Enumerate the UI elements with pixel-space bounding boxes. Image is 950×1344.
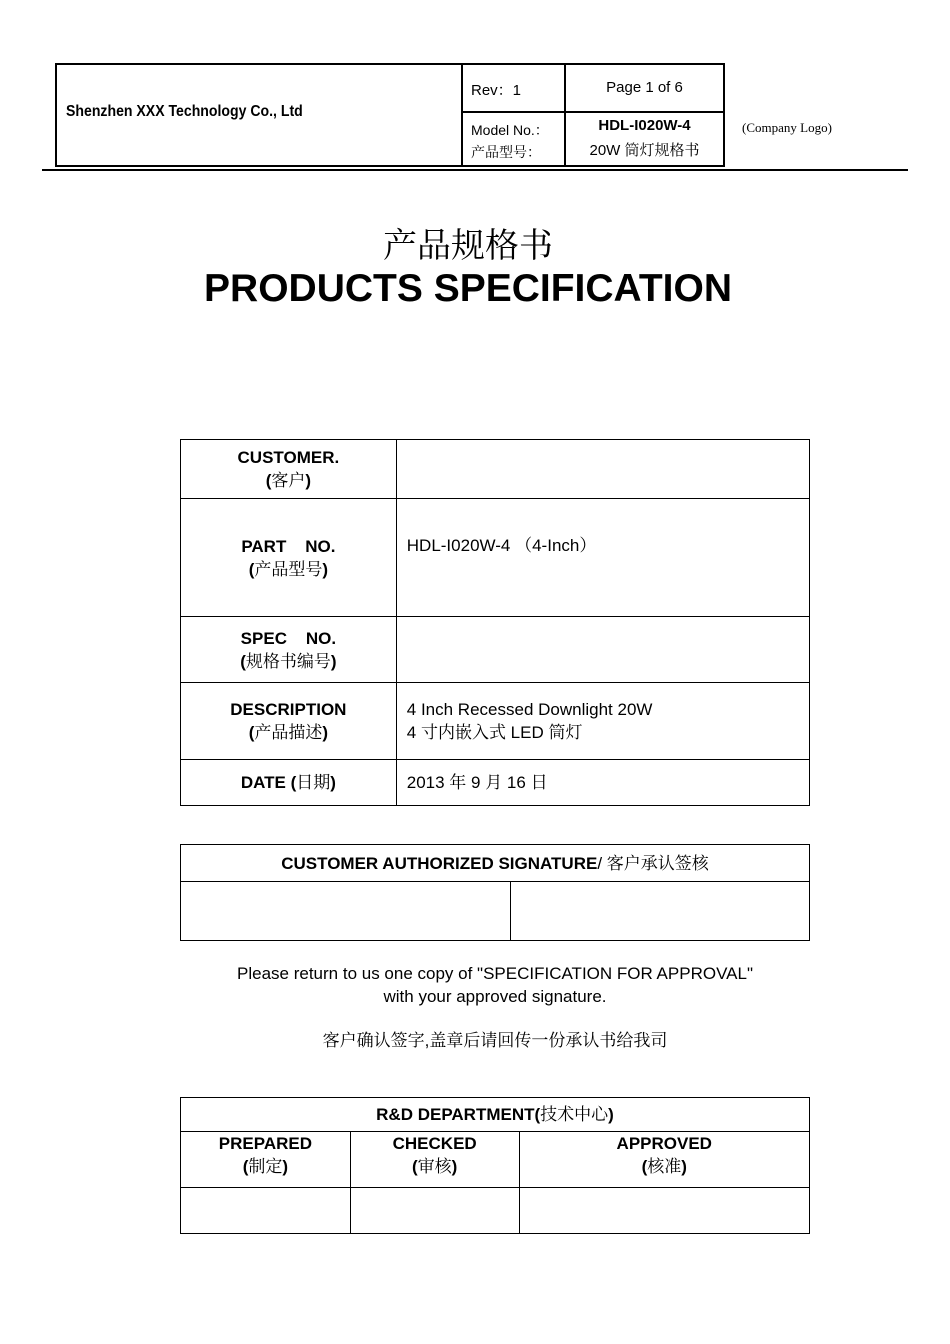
instruction-line-cn: 客户确认签字,盖章后请回传一份承认书给我司 [322, 1031, 668, 1050]
company-logo-placeholder: (Company Logo) [742, 120, 832, 135]
spec-no-value [396, 617, 809, 683]
instruction-line: with your approved signature. [383, 987, 607, 1006]
description-value: 4 Inch Recessed Downlight 20W 4 寸内嵌入式 LED 筒灯 [396, 683, 809, 760]
document-title-cn: 产品规格书 [383, 226, 553, 266]
table-row [181, 882, 810, 941]
approved-signature-cell[interactable] [519, 1188, 809, 1234]
signature-cell[interactable] [181, 882, 511, 941]
approved-header: APPROVED (核准) [519, 1132, 809, 1188]
signature-title: CUSTOMER AUTHORIZED SIGNATURE/ 客户承认签核 [181, 845, 810, 882]
part-no-label: PART NO. (产品型号) [181, 499, 397, 617]
document-title-en: PRODUCTS SPECIFICATION [204, 267, 732, 310]
prepared-signature-cell[interactable] [181, 1188, 351, 1234]
table-row [181, 1188, 810, 1234]
table-row [181, 617, 810, 683]
revision-label: Rev：1 [471, 82, 522, 99]
description-label: DESCRIPTION (产品描述) [181, 683, 397, 760]
header-divider [461, 111, 725, 113]
header-divider [461, 65, 463, 165]
table-row [181, 683, 810, 760]
model-label-en: Model No.： [471, 122, 549, 138]
model-description: 20W 筒灯规格书 [589, 142, 700, 159]
signature-cell[interactable] [511, 882, 810, 941]
customer-signature-table [180, 844, 810, 941]
table-row [181, 440, 810, 499]
table-row [181, 760, 810, 806]
model-label-cn: 产品型号： [471, 144, 541, 160]
checked-signature-cell[interactable] [350, 1188, 519, 1234]
model-number: HDL-I020W-4 [598, 117, 691, 134]
date-label: DATE (日期) [181, 760, 397, 806]
customer-value [396, 440, 809, 499]
spec-no-label: SPEC NO. (规格书编号) [181, 617, 397, 683]
table-row [181, 1098, 810, 1132]
checked-header: CHECKED (审核) [350, 1132, 519, 1188]
header-rule [42, 169, 908, 171]
product-info-table [180, 439, 810, 806]
instruction-line: Please return to us one copy of "SPECIFICATION FOR APPROVAL" [237, 964, 753, 983]
prepared-header: PREPARED (制定) [181, 1132, 351, 1188]
date-value: 2013 年 9 月 16 日 [396, 760, 809, 806]
company-name: Shenzhen XXX Technology Co., Ltd [66, 103, 303, 120]
rd-title: R&D DEPARTMENT(技术中心) [181, 1098, 810, 1132]
table-row [181, 845, 810, 882]
customer-label: CUSTOMER. (客户) [181, 440, 397, 499]
part-no-value: HDL-I020W-4 （4-Inch） [396, 499, 809, 617]
table-row [181, 499, 810, 617]
table-row [181, 1132, 810, 1188]
page-indicator: Page 1 of 6 [606, 79, 683, 96]
rd-approval-table [180, 1097, 810, 1234]
